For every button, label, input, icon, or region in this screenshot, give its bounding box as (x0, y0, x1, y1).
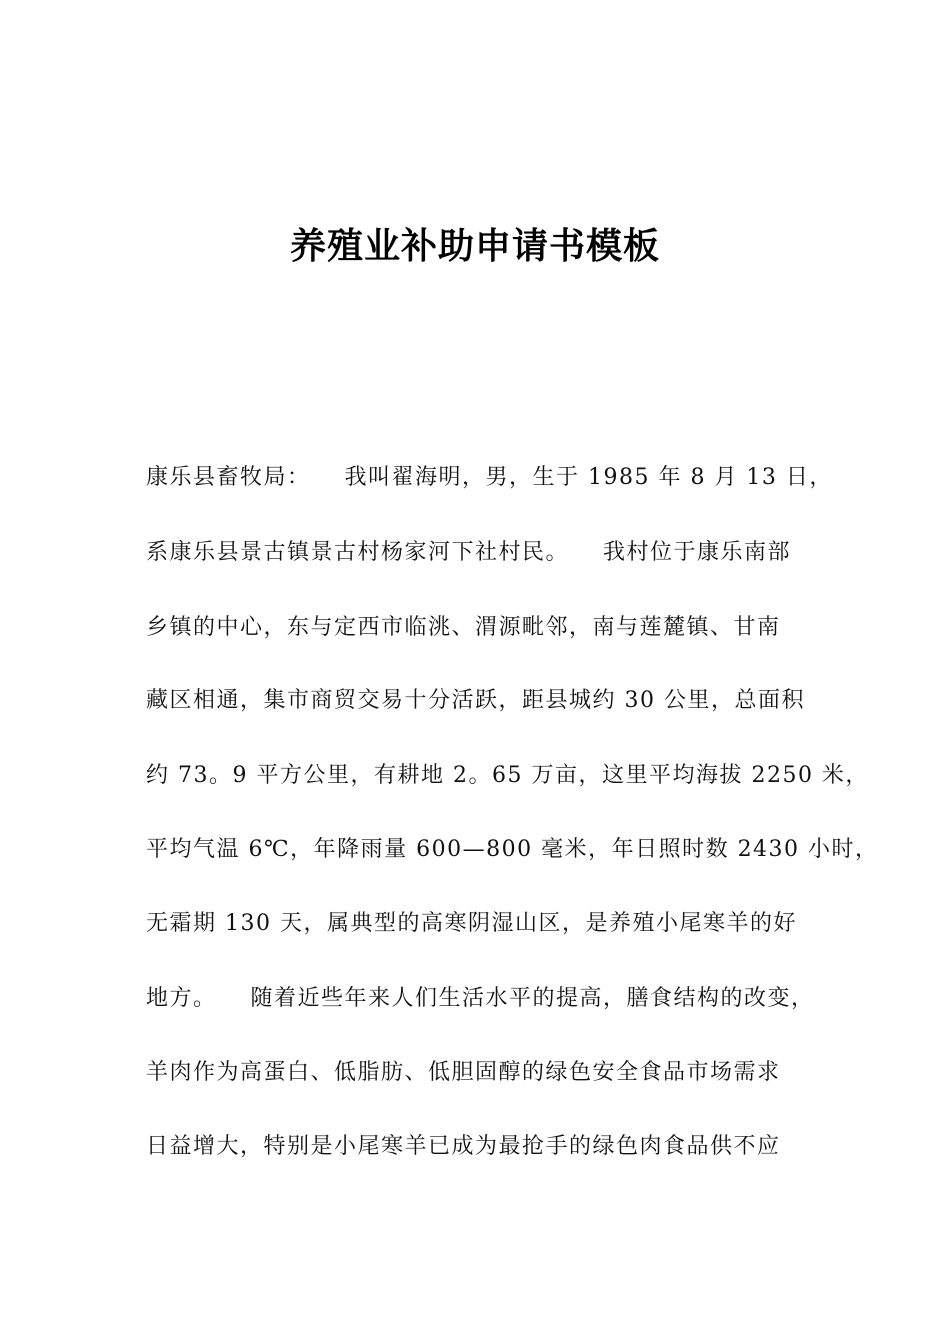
body-line-5: 约 73。9 平方公里，有耕地 2。65 万亩，这里平均海拔 2250 米， (146, 763, 869, 788)
body-line-1: 康乐县畜牧局： 我叫翟海明，男，生于 1985 年 8 月 13 日， (146, 465, 833, 490)
body-line-8: 地方。 随着近些年来人们生活水平的提高，膳食结构的改变， (146, 986, 815, 1011)
body-line-10: 日益增大，特别是小尾寒羊已成为最抢手的绿色肉食品供不应 (146, 1134, 781, 1159)
document-title: 养殖业补助申请书模板 (289, 226, 660, 267)
body-line-3: 乡镇的中心，东与定西市临洮、渭源毗邻，南与莲麓镇、甘南 (146, 615, 781, 640)
body-line-7: 无霜期 130 天，属典型的高寒阴湿山区，是养殖小尾寒羊的好 (146, 911, 797, 936)
body-line-2: 系康乐县景古镇景古村杨家河下社村民。 我村位于康乐南部 (146, 540, 791, 565)
body-line-6: 平均气温 6℃，年降雨量 600—800 毫米，年日照时数 2430 小时， (146, 837, 879, 862)
body-line-4: 藏区相通，集市商贸交易十分活跃，距县城约 30 公里，总面积 (146, 688, 805, 713)
body-line-9: 羊肉作为高蛋白、低脂肪、低胆固醇的绿色安全食品市场需求 (146, 1060, 781, 1085)
